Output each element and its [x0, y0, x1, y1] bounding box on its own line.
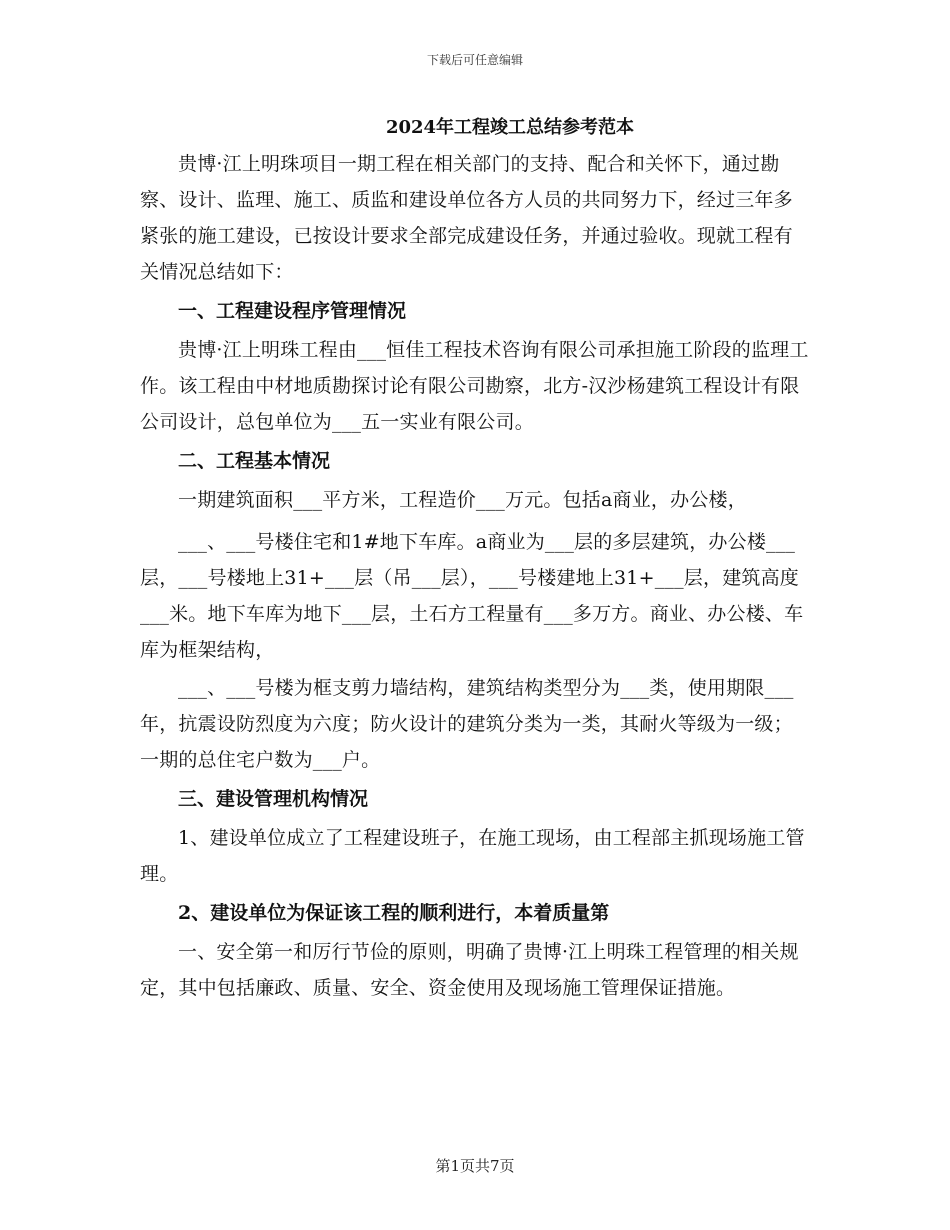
section-3-item-2-heading: 2、建设单位为保证该工程的顺利进行，本着质量第 [178, 902, 610, 924]
section-2-paragraph-2: ___、___号楼住宅和1#地下车库。a商业为___层的多层建筑，办公楼___层，___号楼地上31+___层（吊___层），___号楼建地上31+___层，建筑高度___米。地下车库为地下___层，土石方工程量有___多万方。商业、办公楼、车库为框架结构， [140, 531, 804, 661]
intro-paragraph: 贵博·江上明珠项目一期工程在相关部门的支持、配合和关怀下，通过勘察、设计、监理、施工、质监和建设单位各方人员的共同努力下，经过三年多紧张的施工建设，已按设计要求全部完成建设任务，并通过验收。现就工程有关情况总结如下： [140, 153, 793, 283]
document-title: 2024年工程竣工总结参考范本 [385, 117, 635, 138]
section-heading-3: 三、建设管理机构情况 [178, 788, 369, 810]
section-3-item-1: 1、建设单位成立了工程建设班子，在施工现场，由工程部主抓现场施工管理。 [140, 827, 805, 885]
section-2-paragraph-1: 一期建筑面积___平方米，工程造价___万元。包括a商业，办公楼， [178, 489, 747, 511]
section-heading-2: 二、工程基本情况 [178, 450, 331, 472]
page-footer-indicator: 第1页共7页 [435, 1157, 515, 1175]
section-heading-1: 一、工程建设程序管理情况 [178, 300, 407, 322]
page-header-watermark: 下载后可任意编辑 [426, 53, 523, 67]
document-body [140, 110, 810, 1006]
section-2-paragraph-3: ___、___号楼为框支剪力墙结构，建筑结构类型分为___类，使用期限___年，抗震设防烈度为六度；防火设计的建筑分类为一类，其耐火等级为一级；一期的总住宅户数为___户。 [140, 677, 794, 771]
section-1-paragraph: 贵博·江上明珠工程由___恒佳工程技术咨询有限公司承担施工阶段的监理工作。该工程由中材地质勘探讨论有限公司勘察，北方-汉沙杨建筑工程设计有限公司设计，总包单位为___五一实业有限公司。 [140, 339, 809, 433]
section-3-item-2-paragraph: 一、安全第一和厉行节俭的原则，明确了贵博·江上明珠工程管理的相关规定，其中包括廉政、质量、安全、资金使用及现场施工管理保证措施。 [140, 941, 799, 999]
